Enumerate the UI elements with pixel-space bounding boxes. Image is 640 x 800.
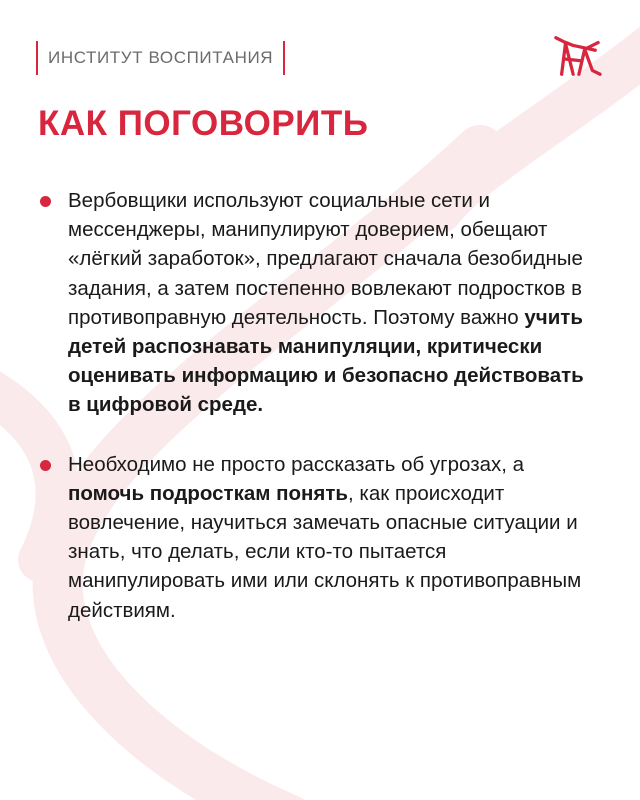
bullet-text: Необходимо не просто рассказать об угрозах, а bbox=[68, 452, 525, 476]
bullet-dot bbox=[40, 460, 51, 471]
content-list bbox=[40, 186, 600, 655]
org-name: ИНСТИТУТ ВОСПИТАНИЯ bbox=[48, 48, 274, 67]
horse-icon bbox=[548, 32, 606, 80]
page-title: КАК ПОГОВОРИТЬ bbox=[38, 104, 369, 143]
bullet-bold-text: учить детей распознавать манипуляции, критически оценивать информацию и безопасно действовать в цифровой среде. bbox=[68, 305, 584, 417]
header-right-bar bbox=[283, 41, 285, 75]
bullet-bold-text: помочь подросткам понять bbox=[68, 481, 349, 505]
list-item bbox=[40, 186, 600, 420]
bullet-dot bbox=[40, 196, 51, 207]
list-item bbox=[40, 450, 600, 625]
bullet-text-end: , как происходит вовлечение, научиться замечать опасные ситуации и знать, что делать, если кто-то пытается манипулировать ими или склонять к противоправным действиям. bbox=[68, 481, 582, 622]
org-header bbox=[36, 40, 285, 76]
bullet-text: Вербовщики используют социальные сети и мессенджеры, манипулируют доверием, обещают «лёгкий заработок», предлагают сначала безобидные задания, а затем постепенно вовлекают подростков в противоправную деятельность. Поэтому важно bbox=[68, 189, 583, 329]
